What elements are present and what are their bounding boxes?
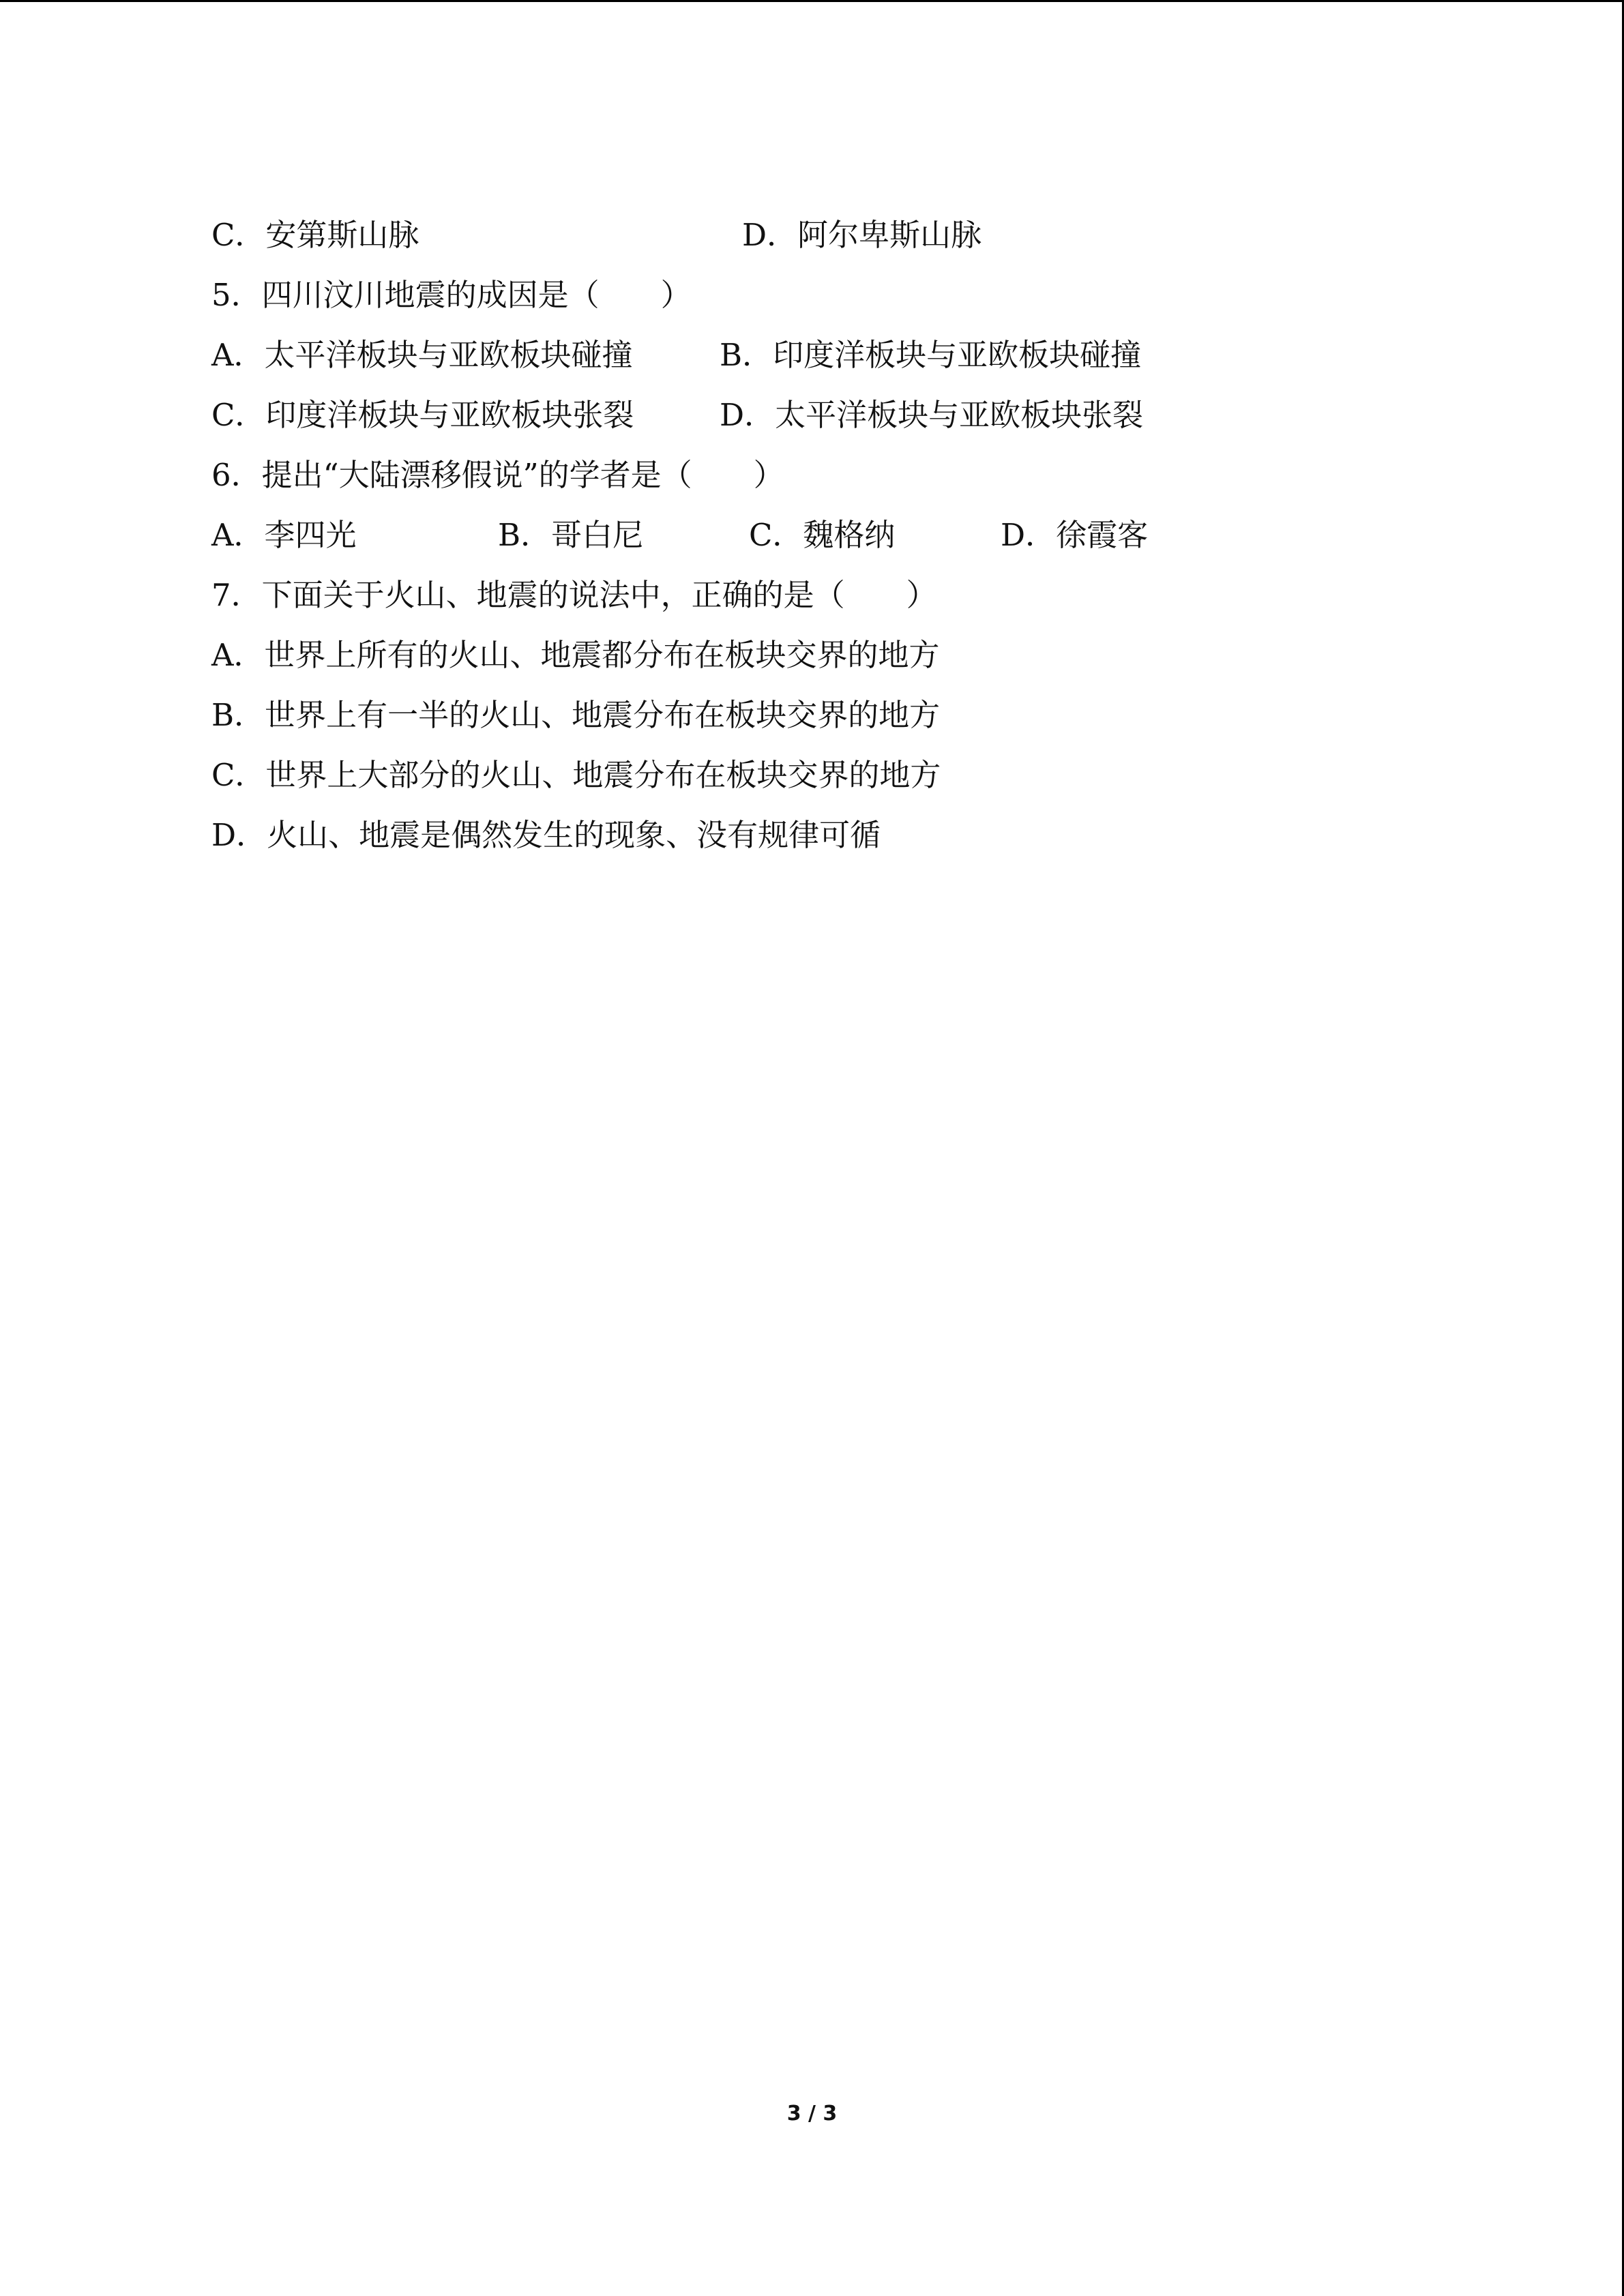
q4-option-d[interactable]: D．阿尔卑斯山脉 — [742, 217, 982, 253]
q7-stem: 7．下面关于火山、地震的说法中，正确的是（ ） — [211, 577, 937, 613]
q6-stem: 6．提出“大陆漂移假说”的学者是（ ） — [211, 457, 784, 493]
q6-option-c[interactable]: C．魏格纳 — [749, 517, 896, 553]
q6-option-a[interactable]: A．李四光 — [211, 517, 357, 553]
q5-option-b[interactable]: B．印度洋板块与亚欧板块碰撞 — [720, 337, 1142, 373]
page-number: 3 / 3 — [786, 2102, 838, 2126]
top-border-rule — [0, 0, 1624, 2]
q6-option-b[interactable]: B．哥白尼 — [498, 517, 644, 553]
q5-stem: 5．四川汶川地震的成因是（ ） — [211, 277, 692, 313]
q5-option-a[interactable]: A．太平洋板块与亚欧板块碰撞 — [211, 337, 633, 373]
q4-option-c[interactable]: C．安第斯山脉 — [211, 217, 419, 253]
q7-option-b[interactable]: B．世界上有一半的火山、地震分布在板块交界的地方 — [211, 697, 941, 733]
q7-option-c[interactable]: C．世界上大部分的火山、地震分布在板块交界的地方 — [211, 757, 941, 793]
q5-option-d[interactable]: D．太平洋板块与亚欧板块张裂 — [720, 397, 1144, 433]
q7-option-d[interactable]: D．火山、地震是偶然发生的现象、没有规律可循 — [211, 817, 881, 853]
q5-option-c[interactable]: C．印度洋板块与亚欧板块张裂 — [211, 397, 634, 433]
q7-option-a[interactable]: A．世界上所有的火山、地震都分布在板块交界的地方 — [211, 637, 940, 673]
q6-option-d[interactable]: D．徐霞客 — [1001, 517, 1149, 553]
